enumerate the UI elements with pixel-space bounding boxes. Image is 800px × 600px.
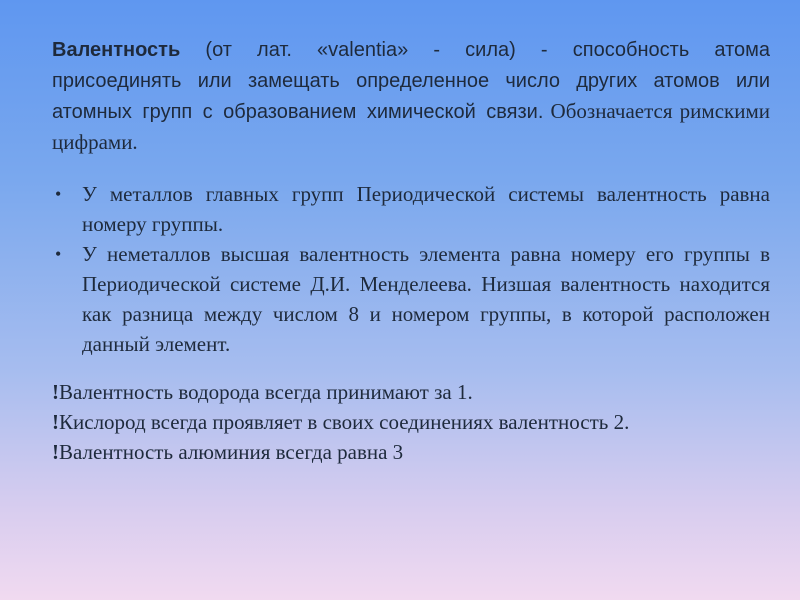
- bullet-text: У неметаллов высшая валентность элемента равна номеру его группы в Периодической системе Д.И. Менделеева. Низшая валентность находится как разница между числом 8 и номером группы, в которой расположен данный элемент.: [82, 242, 770, 356]
- note-text: Валентность алюминия всегда равна 3: [59, 440, 404, 464]
- notes-block: [52, 377, 770, 467]
- bullet-item: [52, 239, 770, 359]
- definition-note: Обозначается римскими цифрами.: [52, 99, 770, 154]
- note-text: Валентность водорода всегда принимают за 1.: [59, 380, 473, 404]
- note-line: [52, 407, 770, 437]
- exclamation-mark: !: [52, 440, 59, 464]
- slide-content: [52, 34, 770, 467]
- bullet-list: [52, 179, 770, 359]
- bullet-icon: •: [55, 244, 62, 264]
- bullet-item: [52, 179, 770, 239]
- bullet-text: У металлов главных групп Периодической системы валентность равна номеру группы.: [82, 182, 770, 236]
- note-text: Кислород всегда проявляет в своих соединениях валентность 2.: [59, 410, 630, 434]
- bullet-icon: •: [55, 184, 62, 204]
- definition-text: (от лат. «valentia» - сила) - способность атома присоединять или замещать определенное число других атомов или атомных групп с образованием химической связи.: [52, 39, 770, 123]
- exclamation-mark: !: [52, 380, 59, 404]
- definition-term: Валентность: [52, 39, 181, 61]
- definition-paragraph: [52, 34, 770, 157]
- exclamation-mark: !: [52, 410, 59, 434]
- note-line: [52, 437, 770, 467]
- note-line: [52, 377, 770, 407]
